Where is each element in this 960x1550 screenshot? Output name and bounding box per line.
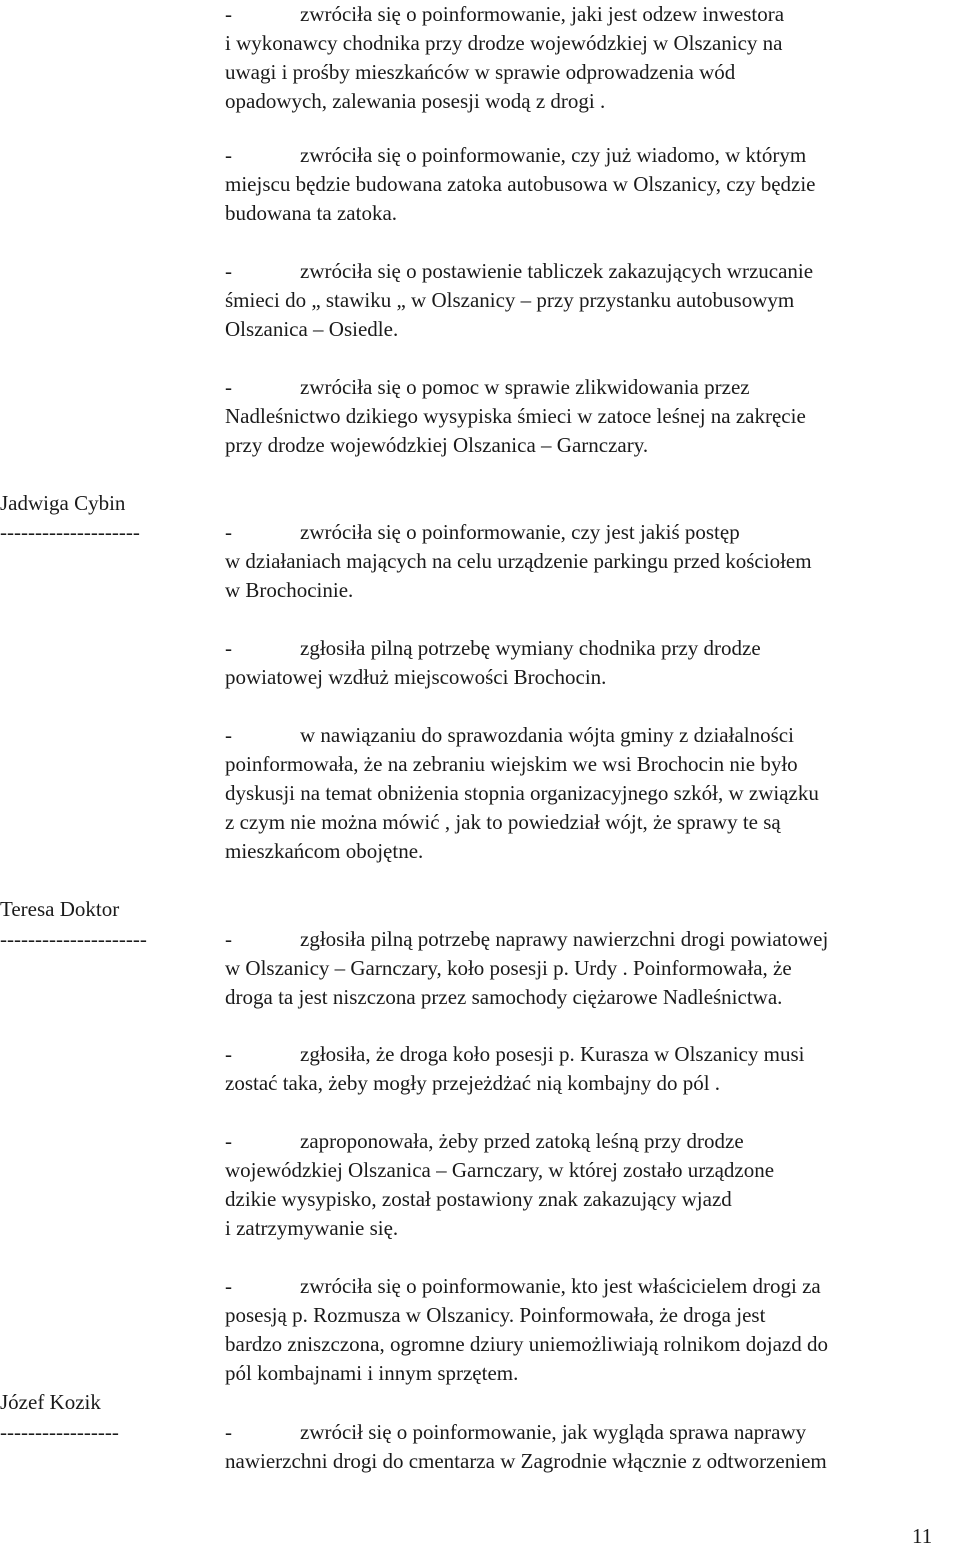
- text-line: - zwróciła się o poinformowanie, jaki jest odzew inwestora: [225, 0, 960, 29]
- text-line: - zwróciła się o pomoc w sprawie zlikwidowania przez: [225, 373, 960, 402]
- text-line: dyskusji na temat obniżenia stopnia organizacyjnego szkół, w związku: [225, 781, 819, 805]
- speaker-underline: --------------------: [0, 520, 140, 544]
- text-line: i zatrzymywanie się.: [225, 1216, 399, 1240]
- text-line: budowana ta zatoka.: [225, 201, 398, 225]
- text-line: - zaproponowała, żeby przed zatoką leśną przy drodze: [225, 1127, 960, 1156]
- statement-paragraph: [225, 0, 960, 116]
- bullet-dash: -: [225, 1274, 232, 1298]
- statement-paragraph: [225, 1272, 960, 1388]
- text-line: wojewódzkiej Olszanica – Garnczary, w której zostało urządzone: [225, 1158, 775, 1182]
- bullet-dash: -: [225, 1042, 232, 1066]
- bullet-dash: -: [225, 1420, 232, 1444]
- text-line: mieszkańcom obojętne.: [225, 839, 424, 863]
- speaker-underline: -----------------: [0, 1420, 119, 1444]
- statement-paragraph: [225, 141, 960, 228]
- bullet-dash: -: [225, 636, 232, 660]
- bullet-dash: -: [225, 1129, 232, 1153]
- bullet-dash: -: [225, 723, 232, 747]
- text-line: przy drodze wojewódzkiej Olszanica – Garnczary.: [225, 433, 649, 457]
- text-line: z czym nie można mówić , jak to powiedział wójt, że sprawy te są: [225, 810, 781, 834]
- statement-paragraph: [225, 634, 960, 692]
- text-line: Nadleśnictwo dzikiego wysypiska śmieci w zatoce leśnej na zakręcie: [225, 404, 806, 428]
- text-line: w Brochocinie.: [225, 578, 354, 602]
- text-line: w działaniach mających na celu urządzenie parkingu przed kościołem: [225, 549, 812, 573]
- statement-paragraph: [225, 925, 960, 1012]
- speaker-name: Józef Kozik: [0, 1390, 101, 1414]
- text-line: - zwrócił się o poinformowanie, jak wygląda sprawa naprawy: [225, 1418, 960, 1447]
- text-line: - zwróciła się o poinformowanie, kto jest właścicielem drogi za: [225, 1272, 960, 1301]
- statement-paragraph: [225, 257, 960, 344]
- text-line: posesją p. Rozmusza w Olszanicy. Poinformowała, że droga jest: [225, 1303, 766, 1327]
- bullet-dash: -: [225, 143, 232, 167]
- text-line: uwagi i prośby mieszkańców w sprawie odprowadzenia wód: [225, 60, 736, 84]
- text-line: - zgłosiła pilną potrzebę wymiany chodnika przy drodze: [225, 634, 960, 663]
- speaker-name: Teresa Doktor: [0, 897, 120, 921]
- text-line: zostać taka, żeby mogły przejeżdżać nią kombajny do pól .: [225, 1071, 721, 1095]
- text-line: powiatowej wzdłuż miejscowości Brochocin.: [225, 665, 607, 689]
- text-line: - zwróciła się o poinformowanie, czy już wiadomo, w którym: [225, 141, 960, 170]
- text-line: w Olszanicy – Garnczary, koło posesji p. Urdy . Poinformowała, że: [225, 956, 792, 980]
- statement-paragraph: [225, 518, 960, 605]
- text-line: Olszanica – Osiedle.: [225, 317, 399, 341]
- statement-paragraph: [225, 1418, 960, 1476]
- text-line: - zwróciła się o postawienie tabliczek zakazujących wrzucanie: [225, 257, 960, 286]
- text-line: - w nawiązaniu do sprawozdania wójta gminy z działalności: [225, 721, 960, 750]
- text-line: pól kombajnami i innym sprzętem.: [225, 1361, 519, 1385]
- text-line: miejscu będzie budowana zatoka autobusowa w Olszanicy, czy będzie: [225, 172, 816, 196]
- text-line: - zgłosiła, że droga koło posesji p. Kurasza w Olszanicy musi: [225, 1040, 960, 1069]
- bullet-dash: -: [225, 375, 232, 399]
- bullet-dash: -: [225, 259, 232, 283]
- text-line: bardzo zniszczona, ogromne dziury uniemożliwiają rolnikom dojazd do: [225, 1332, 828, 1356]
- text-line: - zgłosiła pilną potrzebę naprawy nawierzchni drogi powiatowej: [225, 925, 960, 954]
- speaker-underline: ---------------------: [0, 927, 147, 951]
- speaker-name: Jadwiga Cybin: [0, 491, 126, 515]
- bullet-dash: -: [225, 2, 232, 26]
- text-line: opadowych, zalewania posesji wodą z drogi .: [225, 89, 606, 113]
- text-line: dzikie wysypisko, został postawiony znak zakazujący wjazd: [225, 1187, 732, 1211]
- text-line: nawierzchni drogi do cmentarza w Zagrodnie włącznie z odtworzeniem: [225, 1449, 827, 1473]
- text-line: i wykonawcy chodnika przy drodze wojewódzkiej w Olszanicy na: [225, 31, 783, 55]
- statement-paragraph: [225, 1040, 960, 1098]
- statement-paragraph: [225, 1127, 960, 1243]
- text-line: śmieci do „ stawiku „ w Olszanicy – przy przystanku autobusowym: [225, 288, 795, 312]
- text-line: droga ta jest niszczona przez samochody ciężarowe Nadleśnictwa.: [225, 985, 783, 1009]
- text-line: poinformowała, że na zebraniu wiejskim we wsi Brochocin nie było: [225, 752, 798, 776]
- statement-paragraph: [225, 721, 960, 866]
- text-line: - zwróciła się o poinformowanie, czy jest jakiś postęp: [225, 518, 960, 547]
- bullet-dash: -: [225, 520, 232, 544]
- page-number: 11: [912, 1524, 933, 1548]
- statement-paragraph: [225, 373, 960, 460]
- bullet-dash: -: [225, 927, 232, 951]
